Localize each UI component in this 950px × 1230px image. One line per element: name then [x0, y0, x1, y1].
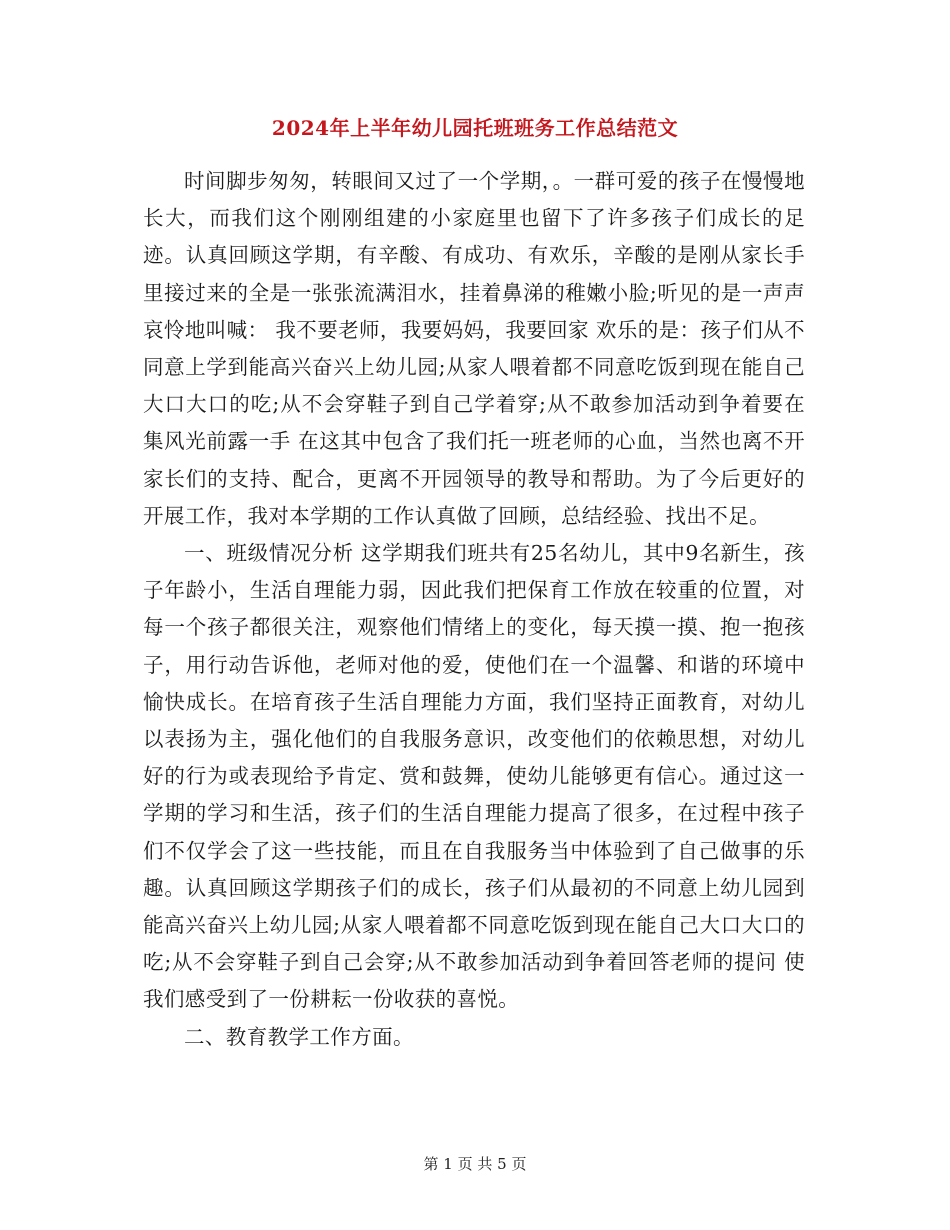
document-body: [143, 163, 805, 1056]
paragraph-intro: 时间脚步匆匆，转眼间又过了一个学期，。一群可爱的孩子在慢慢地长大，而我们这个刚刚组建的小家庭里也留下了许多孩子们成长的足迹。认真回顾这学期，有辛酸、有成功、有欢乐，辛酸的是刚从家长手里接过来的全是一张张流满泪水，挂着鼻涕的稚嫩小脸;听见的是一声声哀怜地叫喊： 我不要老师，我要妈妈，我要回家 欢乐的是：孩子们从不同意上学到能高兴奋兴上幼儿园;从家人喂着都不同意吃饭到现在能自己大口大口的吃;从不会穿鞋子到自己学着穿;从不敢参加活动到争着要在集风光前露一手 在这其中包含了我们托一班老师的心血，当然也离不开家长们的支持、配合，更离不开园领导的教导和帮助。为了今后更好的开展工作，我对本学期的工作认真做了回顾，总结经验、找出不足。: [143, 169, 805, 528]
document-title: 2024年上半年幼儿园托班班务工作总结范文: [271, 116, 679, 140]
paragraph-class-analysis: 一、班级情况分析 这学期我们班共有25名幼儿，其中9名新生，孩子年龄小，生活自理能力弱，因此我们把保育工作放在较重的位置，对每一个孩子都很关注，观察他们情绪上的变化，每天摸一摸、抱一抱孩子，用行动告诉他，老师对他的爱，使他们在一个温馨、和谐的环境中愉快成长。在培育孩子生活自理能力方面，我们坚持正面教育，对幼儿以表扬为主，强化他们的自我服务意识，改变他们的依赖思想，对幼儿好的行为或表现给予肯定、赏和鼓舞，使幼儿能够更有信心。通过这一学期的学习和生活，孩子们的生活自理能力提高了很多，在过程中孩子们不仅学会了这一些技能，而且在自我服务当中体验到了自己做事的乐趣。认真回顾这学期孩子们的成长，孩子们从最初的不同意上幼儿园到能高兴奋兴上幼儿园;从家人喂着都不同意吃饭到现在能自己大口大口的吃;从不会穿鞋子到自己会穿;从不敢参加活动到争着回答老师的提问 使我们感受到了一份耕耘一份收获的喜悦。: [143, 541, 805, 1012]
paragraph-teaching-heading: 二、教育教学工作方面。: [184, 1024, 414, 1049]
page-footer: 第 1 页 共 5 页: [423, 1155, 527, 1173]
